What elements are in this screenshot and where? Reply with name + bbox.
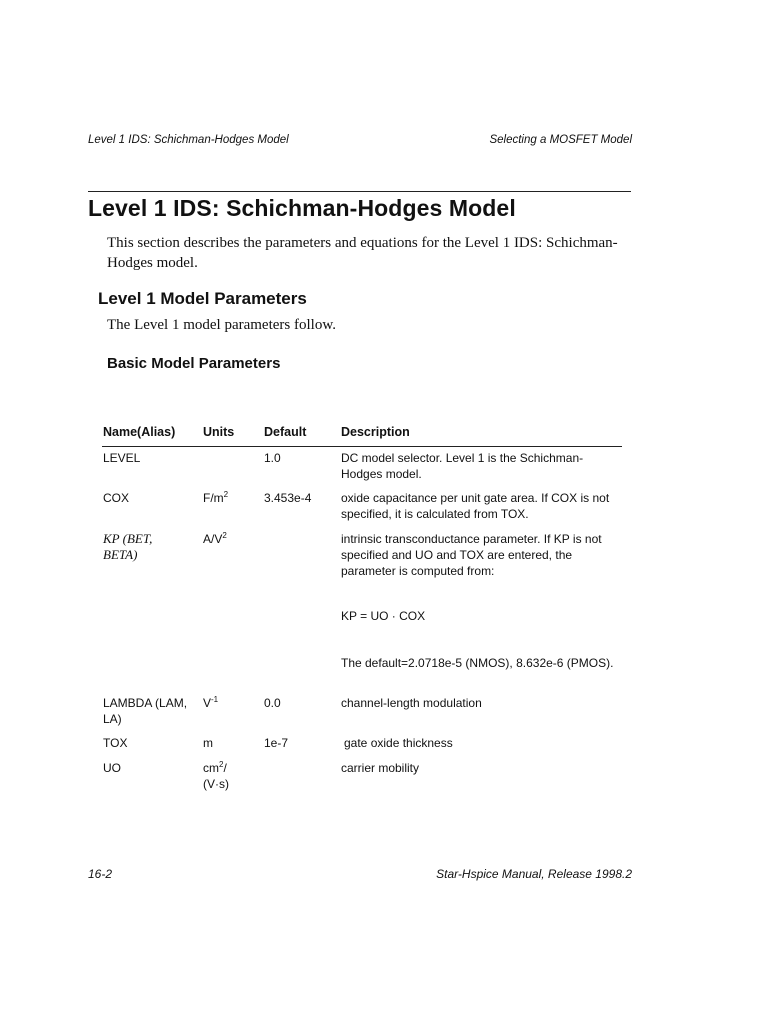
param-units: $V^{-1}$ <box>203 695 219 710</box>
column-header-description: Description <box>341 425 410 439</box>
param-units: $F/m^2$ <box>203 490 229 505</box>
param-units: $cm^2/$ (V·s) <box>203 760 229 791</box>
section-text: The Level 1 model parameters follow. <box>107 317 336 333</box>
param-description: DC model selector. Level 1 is the Schichman-Hodges model. <box>341 451 584 481</box>
param-description: gate oxide thickness <box>344 736 453 750</box>
param-formula: KP = UO · COX <box>341 609 426 623</box>
column-header-units: Units <box>203 425 235 439</box>
table-header-rule <box>102 446 622 447</box>
running-header-right: Selecting a MOSFET Model <box>489 134 632 146</box>
param-name: UO <box>103 761 121 775</box>
manual-release: Star-Hspice Manual, Release 1998.2 <box>436 867 632 881</box>
param-description: oxide capacitance per unit gate area. If COX is not specified, it is calculated from TOX. <box>341 491 610 521</box>
param-default: 0.0 <box>264 696 281 710</box>
page-number: 16-2 <box>88 867 113 881</box>
page-title: Level 1 IDS: Schichman-Hodges Model <box>88 195 516 221</box>
param-description: channel-length modulation <box>341 696 482 710</box>
subsection-heading: Basic Model Parameters <box>107 355 281 372</box>
param-name: LEVEL <box>103 451 141 465</box>
param-description: intrinsic transconductance parameter. If KP is not specified and UO and TOX are entered, the parameter is computed from: <box>341 532 602 578</box>
column-header-name: Name(Alias) <box>103 425 176 439</box>
running-header-left: Level 1 IDS: Schichman-Hodges Model <box>88 134 289 146</box>
param-name: LAMBDA (LAM, LA) <box>103 696 188 726</box>
title-rule <box>88 191 631 192</box>
param-default: 1e-7 <box>264 736 289 750</box>
param-name: TOX <box>103 736 128 750</box>
param-default: 1.0 <box>264 451 281 465</box>
param-units: m <box>203 736 213 750</box>
param-description: carrier mobility <box>341 761 420 775</box>
param-name: COX <box>103 491 130 505</box>
param-name: KP (BET, BETA) <box>103 531 153 562</box>
param-default: 3.453e-4 <box>264 491 312 505</box>
section-heading: Level 1 Model Parameters <box>98 289 307 308</box>
param-units: $A/V^2$ <box>203 531 227 546</box>
param-default-note: The default=2.0718e-5 (NMOS), 8.632e-6 (PMOS). <box>341 656 614 670</box>
column-header-default: Default <box>264 425 307 439</box>
intro-paragraph: This section describes the parameters and equations for the Level 1 IDS: Schichman-Hodges model. <box>107 235 618 271</box>
